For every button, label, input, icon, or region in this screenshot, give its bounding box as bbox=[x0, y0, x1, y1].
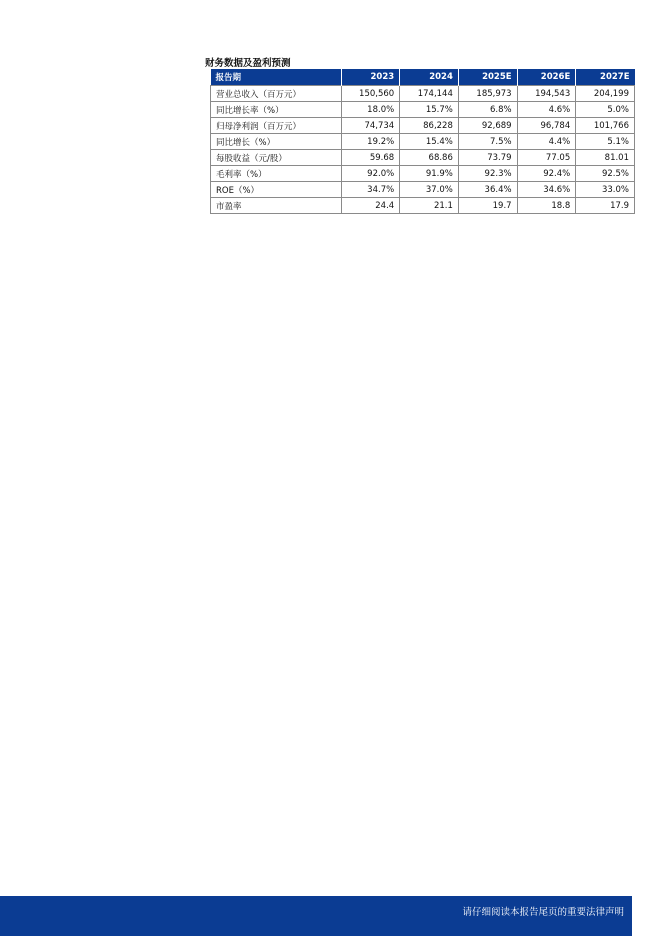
table-row bbox=[211, 150, 635, 166]
table-row bbox=[211, 118, 635, 134]
table-cell: 36.4% bbox=[458, 182, 517, 198]
row-label: 同比增长（%） bbox=[211, 134, 342, 150]
table-cell: 86,228 bbox=[400, 118, 459, 134]
table-row bbox=[211, 198, 635, 214]
table-cell: 24.4 bbox=[341, 198, 400, 214]
table-cell: 92,689 bbox=[458, 118, 517, 134]
table-cell: 194,543 bbox=[517, 86, 576, 102]
row-label: 每股收益（元/股） bbox=[211, 150, 342, 166]
table-row bbox=[211, 134, 635, 150]
table-header-row bbox=[211, 69, 635, 86]
table-cell: 21.1 bbox=[400, 198, 459, 214]
table-cell: 34.6% bbox=[517, 182, 576, 198]
table-cell: 91.9% bbox=[400, 166, 459, 182]
table-cell: 4.4% bbox=[517, 134, 576, 150]
table-cell: 92.4% bbox=[517, 166, 576, 182]
table-cell: 81.01 bbox=[576, 150, 635, 166]
row-label: 市盈率 bbox=[211, 198, 342, 214]
section-title: 财务数据及盈利预测 bbox=[205, 58, 291, 69]
table-cell: 92.3% bbox=[458, 166, 517, 182]
table-cell: 77.05 bbox=[517, 150, 576, 166]
row-label: 归母净利润（百万元） bbox=[211, 118, 342, 134]
table-cell: 185,973 bbox=[458, 86, 517, 102]
footer-disclaimer: 请仔细阅读本报告尾页的重要法律声明 bbox=[462, 907, 624, 918]
header-cell: 2023 bbox=[341, 69, 400, 86]
table-cell: 150,560 bbox=[341, 86, 400, 102]
table-cell: 18.0% bbox=[341, 102, 400, 118]
financial-forecast-table bbox=[210, 69, 635, 214]
header-cell: 2025E bbox=[458, 69, 517, 86]
row-label: 毛利率（%） bbox=[211, 166, 342, 182]
table-cell: 34.7% bbox=[341, 182, 400, 198]
table-row bbox=[211, 102, 635, 118]
table-cell: 101,766 bbox=[576, 118, 635, 134]
table-row bbox=[211, 166, 635, 182]
header-cell: 2026E bbox=[517, 69, 576, 86]
table-cell: 19.2% bbox=[341, 134, 400, 150]
row-label: 营业总收入（百万元） bbox=[211, 86, 342, 102]
table-cell: 17.9 bbox=[576, 198, 635, 214]
row-label: 同比增长率（%） bbox=[211, 102, 342, 118]
table-cell: 5.0% bbox=[576, 102, 635, 118]
footer-bar bbox=[0, 896, 632, 936]
table-cell: 73.79 bbox=[458, 150, 517, 166]
table-cell: 96,784 bbox=[517, 118, 576, 134]
table-cell: 174,144 bbox=[400, 86, 459, 102]
table-cell: 74,734 bbox=[341, 118, 400, 134]
row-label: ROE（%） bbox=[211, 182, 342, 198]
table-cell: 59.68 bbox=[341, 150, 400, 166]
table-cell: 18.8 bbox=[517, 198, 576, 214]
table-cell: 37.0% bbox=[400, 182, 459, 198]
table-cell: 15.4% bbox=[400, 134, 459, 150]
table-cell: 19.7 bbox=[458, 198, 517, 214]
table-cell: 92.5% bbox=[576, 166, 635, 182]
header-cell: 报告期 bbox=[211, 69, 342, 86]
table-cell: 15.7% bbox=[400, 102, 459, 118]
table-cell: 92.0% bbox=[341, 166, 400, 182]
table-cell: 4.6% bbox=[517, 102, 576, 118]
header-cell: 2027E bbox=[576, 69, 635, 86]
table-cell: 6.8% bbox=[458, 102, 517, 118]
table-cell: 5.1% bbox=[576, 134, 635, 150]
header-cell: 2024 bbox=[400, 69, 459, 86]
table-cell: 204,199 bbox=[576, 86, 635, 102]
table-cell: 68.86 bbox=[400, 150, 459, 166]
table-row bbox=[211, 86, 635, 102]
table-row bbox=[211, 182, 635, 198]
table-cell: 7.5% bbox=[458, 134, 517, 150]
table-cell: 33.0% bbox=[576, 182, 635, 198]
